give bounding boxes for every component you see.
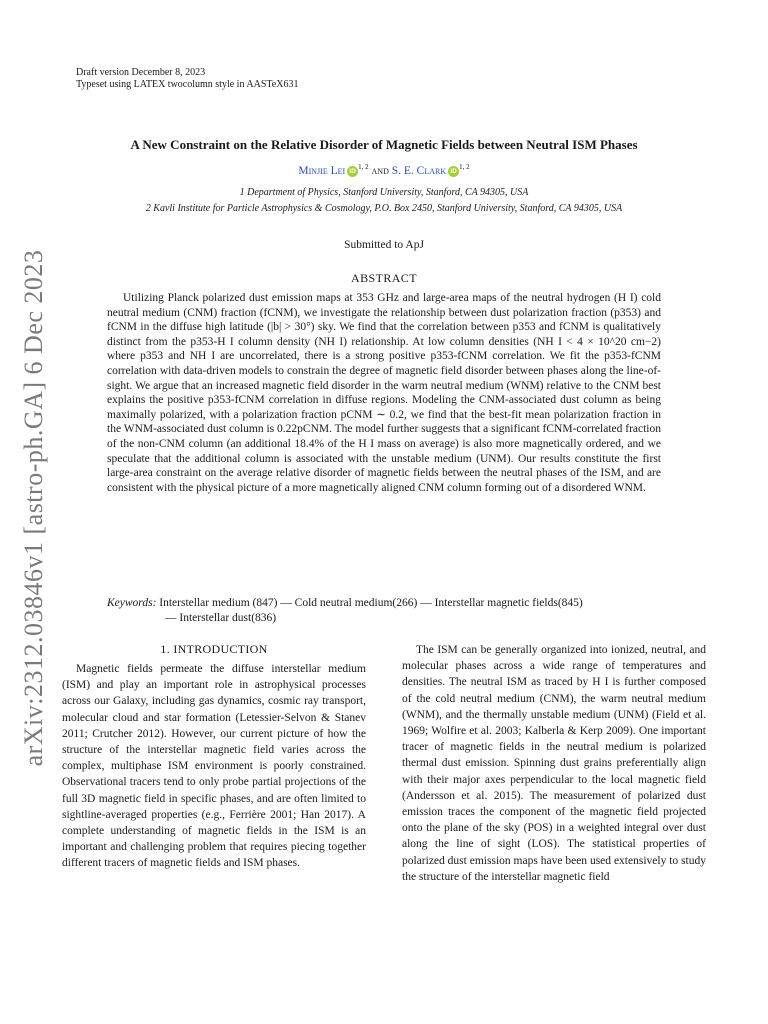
author-2-name[interactable]: S. E. Clark [391,164,447,177]
abstract-text: Utilizing Planck polarized dust emission maps at 353 GHz and large-area maps of the neutral hydrogen (H I) cold neutral medium (CNM) fraction (fCNM), we investigate the relationship between dust polarization fraction (p353) and fCNM in the diffuse high latitude (|b| > 30°) sky. We find that the correlation between p353 and fCNM is qualitatively distinct from the p353-H I column density (NH I) relationship. At low column densities (NH I < 4 × 10^20 cm−2) where p353 and NH I are uncorrelated, there is a strong positive p353-fCNM correlation. We fit the p353-fCNM correlation with data-driven models to constrain the degree of magnetic field disorder between phases along the line-of-sight. We argue that an increased magnetic field disorder in the warm neutral medium (WNM) relative to the CNM best explains the positive p353-fCNM correlation in diffuse regions. Modeling the CNM-associated dust column as being maximally polarized, with a polarization fraction pCNM ∼ 0.2, we find that the best-fit mean polarization fraction in the WNM-associated dust column is 0.22pCNM. The model further suggests that a significant fCNM-correlated fraction of the non-CNM column (an additional 18.4% of the H I mass on average) is also more magnetically ordered, and we speculate that the additional column is associated with the unstable medium (UNM). Our results constitute the first large-area constraint on the average relative disorder of magnetic fields between the neutral phases of the ISM, and are consistent with the physical picture of a more magnetically aligned CNM column forming out of a disordered WNM. [107,292,662,494]
section-heading-introduction: 1. INTRODUCTION [160,642,268,656]
keywords-label: Keywords: [107,597,157,609]
typeset-line: Typeset using LATEX twocolumn style in AASTeX631 [76,79,299,90]
keywords-line-2: — Interstellar dust(836) [165,611,277,624]
author-and: and [371,164,389,177]
orcid-icon[interactable]: iD [448,166,459,177]
keywords-block [107,596,661,625]
abstract-heading: ABSTRACT [351,271,417,285]
draft-version-line: Draft version December 8, 2023 [76,67,206,78]
arxiv-stamp-text: arXiv:2312.03846v1 [astro-ph.GA] 6 Dec 2023 [19,249,48,767]
author-2-affil: 1, 2 [459,163,470,171]
affiliation-1: 1 Department of Physics, Stanford University, Stanford, CA 94305, USA [239,187,529,198]
author-1-affil: 1, 2 [358,163,369,171]
affiliation-2: 2 Kavli Institute for Particle Astrophysics & Cosmology, P.O. Box 2450, Stanford University, Stanford, CA 94305, USA [145,203,623,214]
keywords-line-1: Interstellar medium (847) — Cold neutral medium(266) — Interstellar magnetic fields(845) [159,597,583,609]
intro-left-column: Magnetic fields permeate the diffuse interstellar medium (ISM) and play an important role in astrophysical processes across our Galaxy, including gas dynamics, cosmic ray transport, molecular cloud and star formation (Letessier-Selvon & Stanev 2011; Crutcher 2012). However, our current picture of how the structure of the interstellar magnetic field varies across the complex, multiphase ISM environment is poorly constrained. Observational tracers tend to only probe partial projections of the full 3D magnetic field in specific phases, and are often limited to sightline-averaged properties (e.g., Ferrière 2001; Han 2017). A complete understanding of magnetic fields in the ISM is an important and challenging problem that requires piecing together different tracers of magnetic fields and ISM phases. [62,663,366,870]
submitted-note: Submitted to ApJ [344,239,424,251]
intro-right-column: The ISM can be generally organized into ionized, neutral, and molecular phases across a wide range of temperatures and densities. The neutral ISM as traced by H I is further composed of the cold neutral medium (CNM), the warm neutral medium (WNM), and the thermally unstable medium (UNM) (Field et al. 1969; Wolfire et al. 2003; Kalberla & Kerp 2009). One important tracer of magnetic fields in the neutral medium is polarized thermal dust emission. Spinning dust grains preferentially align with their major axes perpendicular to the local magnetic field (Andersson et al. 2015). The measurement of polarized dust emission traces the component of the magnetic field projected onto the plane of the sky (POS) in a weighted integral over dust along the line of sight (LOS). The statistical properties of polarized dust emission maps have been used extensively to study the structure of the interstellar magnetic field [402,644,706,883]
author-1-name[interactable]: Minjie Lei [298,164,346,177]
paper-title: A New Constraint on the Relative Disorder of Magnetic Fields between Neutral ISM Phases [130,137,638,152]
author-line [60,163,708,177]
orcid-icon[interactable]: iD [347,166,358,177]
